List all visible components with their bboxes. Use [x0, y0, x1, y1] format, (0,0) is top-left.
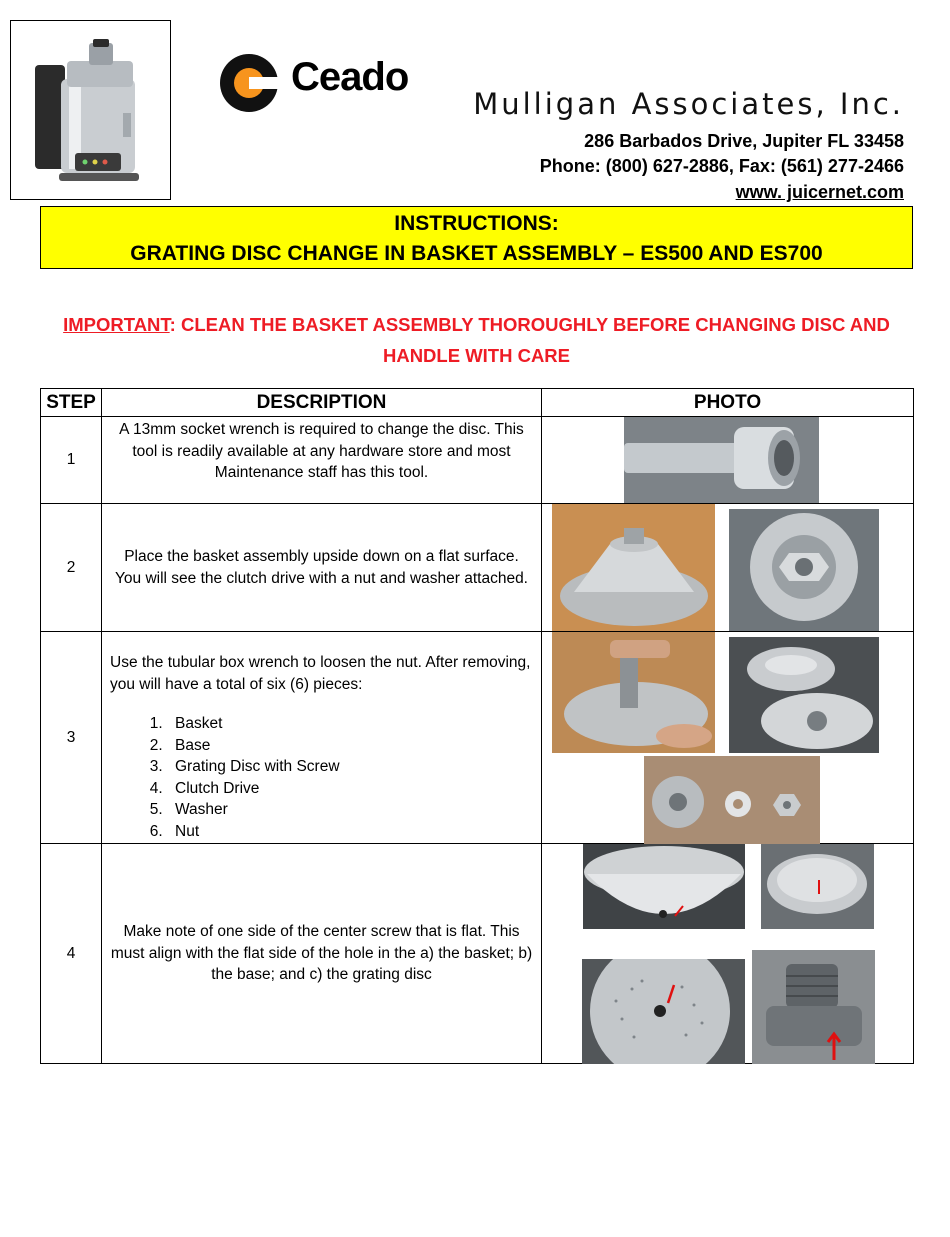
- list-item: 1. Basket: [167, 713, 533, 735]
- table-row: [41, 417, 914, 504]
- company-address: 286 Barbados Drive, Jupiter FL 33458: [584, 131, 904, 151]
- step-number: 1: [41, 417, 102, 504]
- table-row: [41, 632, 914, 844]
- list-item: 4. Clutch Drive: [167, 778, 533, 800]
- parts-list: [110, 713, 533, 842]
- basket-upside-down-photo: [552, 504, 715, 631]
- step-photo-cell: [542, 417, 914, 504]
- step-description: A 13mm socket wrench is required to change the disc. This tool is readily available at any hardware store and most Maintenance staff has this tool.: [102, 417, 542, 504]
- header-photo: PHOTO: [542, 389, 914, 417]
- clutch-washer-nut-photo: [644, 756, 820, 844]
- company-website-link[interactable]: www. juicernet.com: [735, 182, 904, 202]
- disassembled-basket-photo: [729, 637, 879, 753]
- step-number: 4: [41, 844, 102, 1064]
- grating-disc-photo: [582, 959, 745, 1064]
- important-label: IMPORTANT: [63, 314, 170, 335]
- step-number: 3: [41, 632, 102, 844]
- step-description-text: Use the tubular box wrench to loosen the nut. After removing, you will have a total of six (6) pieces:: [110, 654, 531, 693]
- center-screw-photo: [752, 950, 875, 1064]
- important-text: : CLEAN THE BASKET ASSEMBLY THOROUGHLY BEFORE CHANGING DISC AND HANDLE WITH CARE: [169, 314, 890, 366]
- list-item: 6. Nut: [167, 821, 533, 843]
- banner-title: INSTRUCTIONS:: [394, 212, 559, 235]
- important-notice: [40, 309, 913, 371]
- table-header-row: [41, 389, 914, 417]
- base-hole-photo: [761, 844, 874, 929]
- step-description: Place the basket assembly upside down on a flat surface. You will see the clutch drive with a nut and washer attached.: [102, 504, 542, 632]
- banner-subtitle: GRATING DISC CHANGE IN BASKET ASSEMBLY – ES500 AND ES700: [130, 242, 823, 265]
- company-phone: Phone: (800) 627-2886, Fax: (561) 277-2466: [539, 156, 904, 176]
- logo-wordmark: Ceado: [291, 55, 409, 99]
- step-number: 2: [41, 504, 102, 632]
- instructions-banner: [40, 206, 913, 269]
- juicer-product-image: [10, 20, 171, 200]
- step-photo-cell: [542, 844, 914, 1064]
- steps-table: [40, 388, 914, 1064]
- clutch-drive-closeup-photo: [729, 509, 879, 631]
- step-description: Make note of one side of the center screw that is flat. This must align with the flat side of the hole in the a) the basket; b) the base; and c) the grating disc: [102, 844, 542, 1064]
- basket-hole-photo: [583, 844, 745, 929]
- table-row: [41, 844, 914, 1064]
- step-description: [102, 632, 542, 844]
- table-row: [41, 504, 914, 632]
- step-photo-cell: [542, 632, 914, 844]
- step-photo-cell: [542, 504, 914, 632]
- socket-wrench-photo: [624, 417, 819, 503]
- company-name: Mulligan Associates, Inc.: [473, 87, 904, 121]
- header-description: DESCRIPTION: [102, 389, 542, 417]
- list-item: 5. Washer: [167, 799, 533, 821]
- list-item: 3. Grating Disc with Screw: [167, 756, 533, 778]
- wrench-loosening-nut-photo: [552, 632, 715, 753]
- list-item: 2. Base: [167, 735, 533, 757]
- header-step: STEP: [41, 389, 102, 417]
